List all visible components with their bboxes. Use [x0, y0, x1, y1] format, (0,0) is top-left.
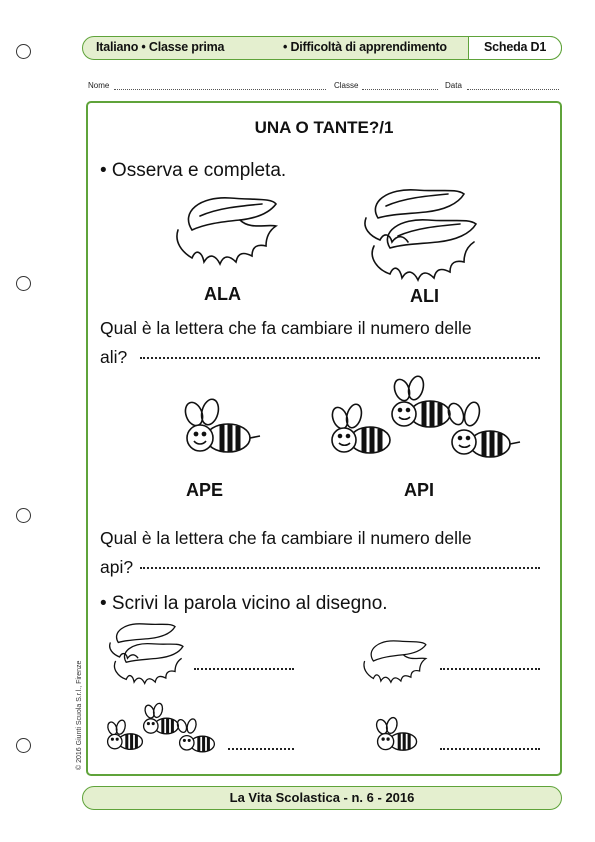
question-api-line2: api?	[100, 557, 134, 577]
name-label: Nome	[88, 81, 110, 90]
class-label: Classe	[334, 81, 359, 90]
answer-line-ali[interactable]	[140, 357, 540, 359]
wing-icon	[170, 190, 280, 270]
answer-line-wing[interactable]	[440, 668, 540, 670]
binder-hole-icon	[16, 276, 31, 291]
date-label: Data	[445, 81, 462, 90]
question-api-line1: Qual è la lettera che fa cambiare il numero delle	[100, 528, 472, 548]
binder-hole-icon	[16, 738, 31, 753]
question-ali-line2: ali?	[100, 347, 128, 367]
bee-icon	[178, 398, 262, 460]
binder-hole-icon	[16, 508, 31, 523]
header-subject: Italiano • Classe prima	[96, 40, 225, 54]
instruction-observe: • Osserva e completa.	[100, 160, 287, 181]
answer-line-bees[interactable]	[228, 748, 294, 750]
wing-icon	[360, 184, 480, 284]
header-topic: • Difficoltà di apprendimento	[283, 40, 447, 54]
bee-icon	[326, 376, 526, 472]
sheet-label: Scheda D1	[484, 40, 547, 54]
footer-text: La Vita Scolastica - n. 6 - 2016	[229, 790, 415, 805]
question-ali-line1: Qual è la lettera che fa cambiare il numero delle	[100, 318, 472, 338]
worksheet-title: UNA O TANTE?/1	[254, 118, 394, 137]
answer-line-wings[interactable]	[194, 668, 294, 670]
answer-line-api[interactable]	[140, 567, 540, 569]
answer-line-bee[interactable]	[440, 748, 540, 750]
bee-icon	[372, 716, 424, 756]
binder-hole-icon	[16, 44, 31, 59]
date-field[interactable]	[467, 89, 559, 90]
copyright-text: © 2016 Giunti Scuola S.r.l., Firenze	[76, 660, 83, 770]
wing-icon	[356, 636, 432, 686]
name-field[interactable]	[114, 89, 326, 90]
word-ala: ALA	[204, 284, 241, 304]
bee-icon	[104, 702, 224, 762]
word-api: API	[404, 480, 435, 500]
word-ali: ALI	[410, 286, 439, 306]
class-field[interactable]	[362, 89, 438, 90]
word-ape: APE	[186, 480, 224, 500]
instruction-write: • Scrivi la parola vicino al disegno.	[100, 593, 388, 614]
wing-icon	[104, 620, 188, 686]
